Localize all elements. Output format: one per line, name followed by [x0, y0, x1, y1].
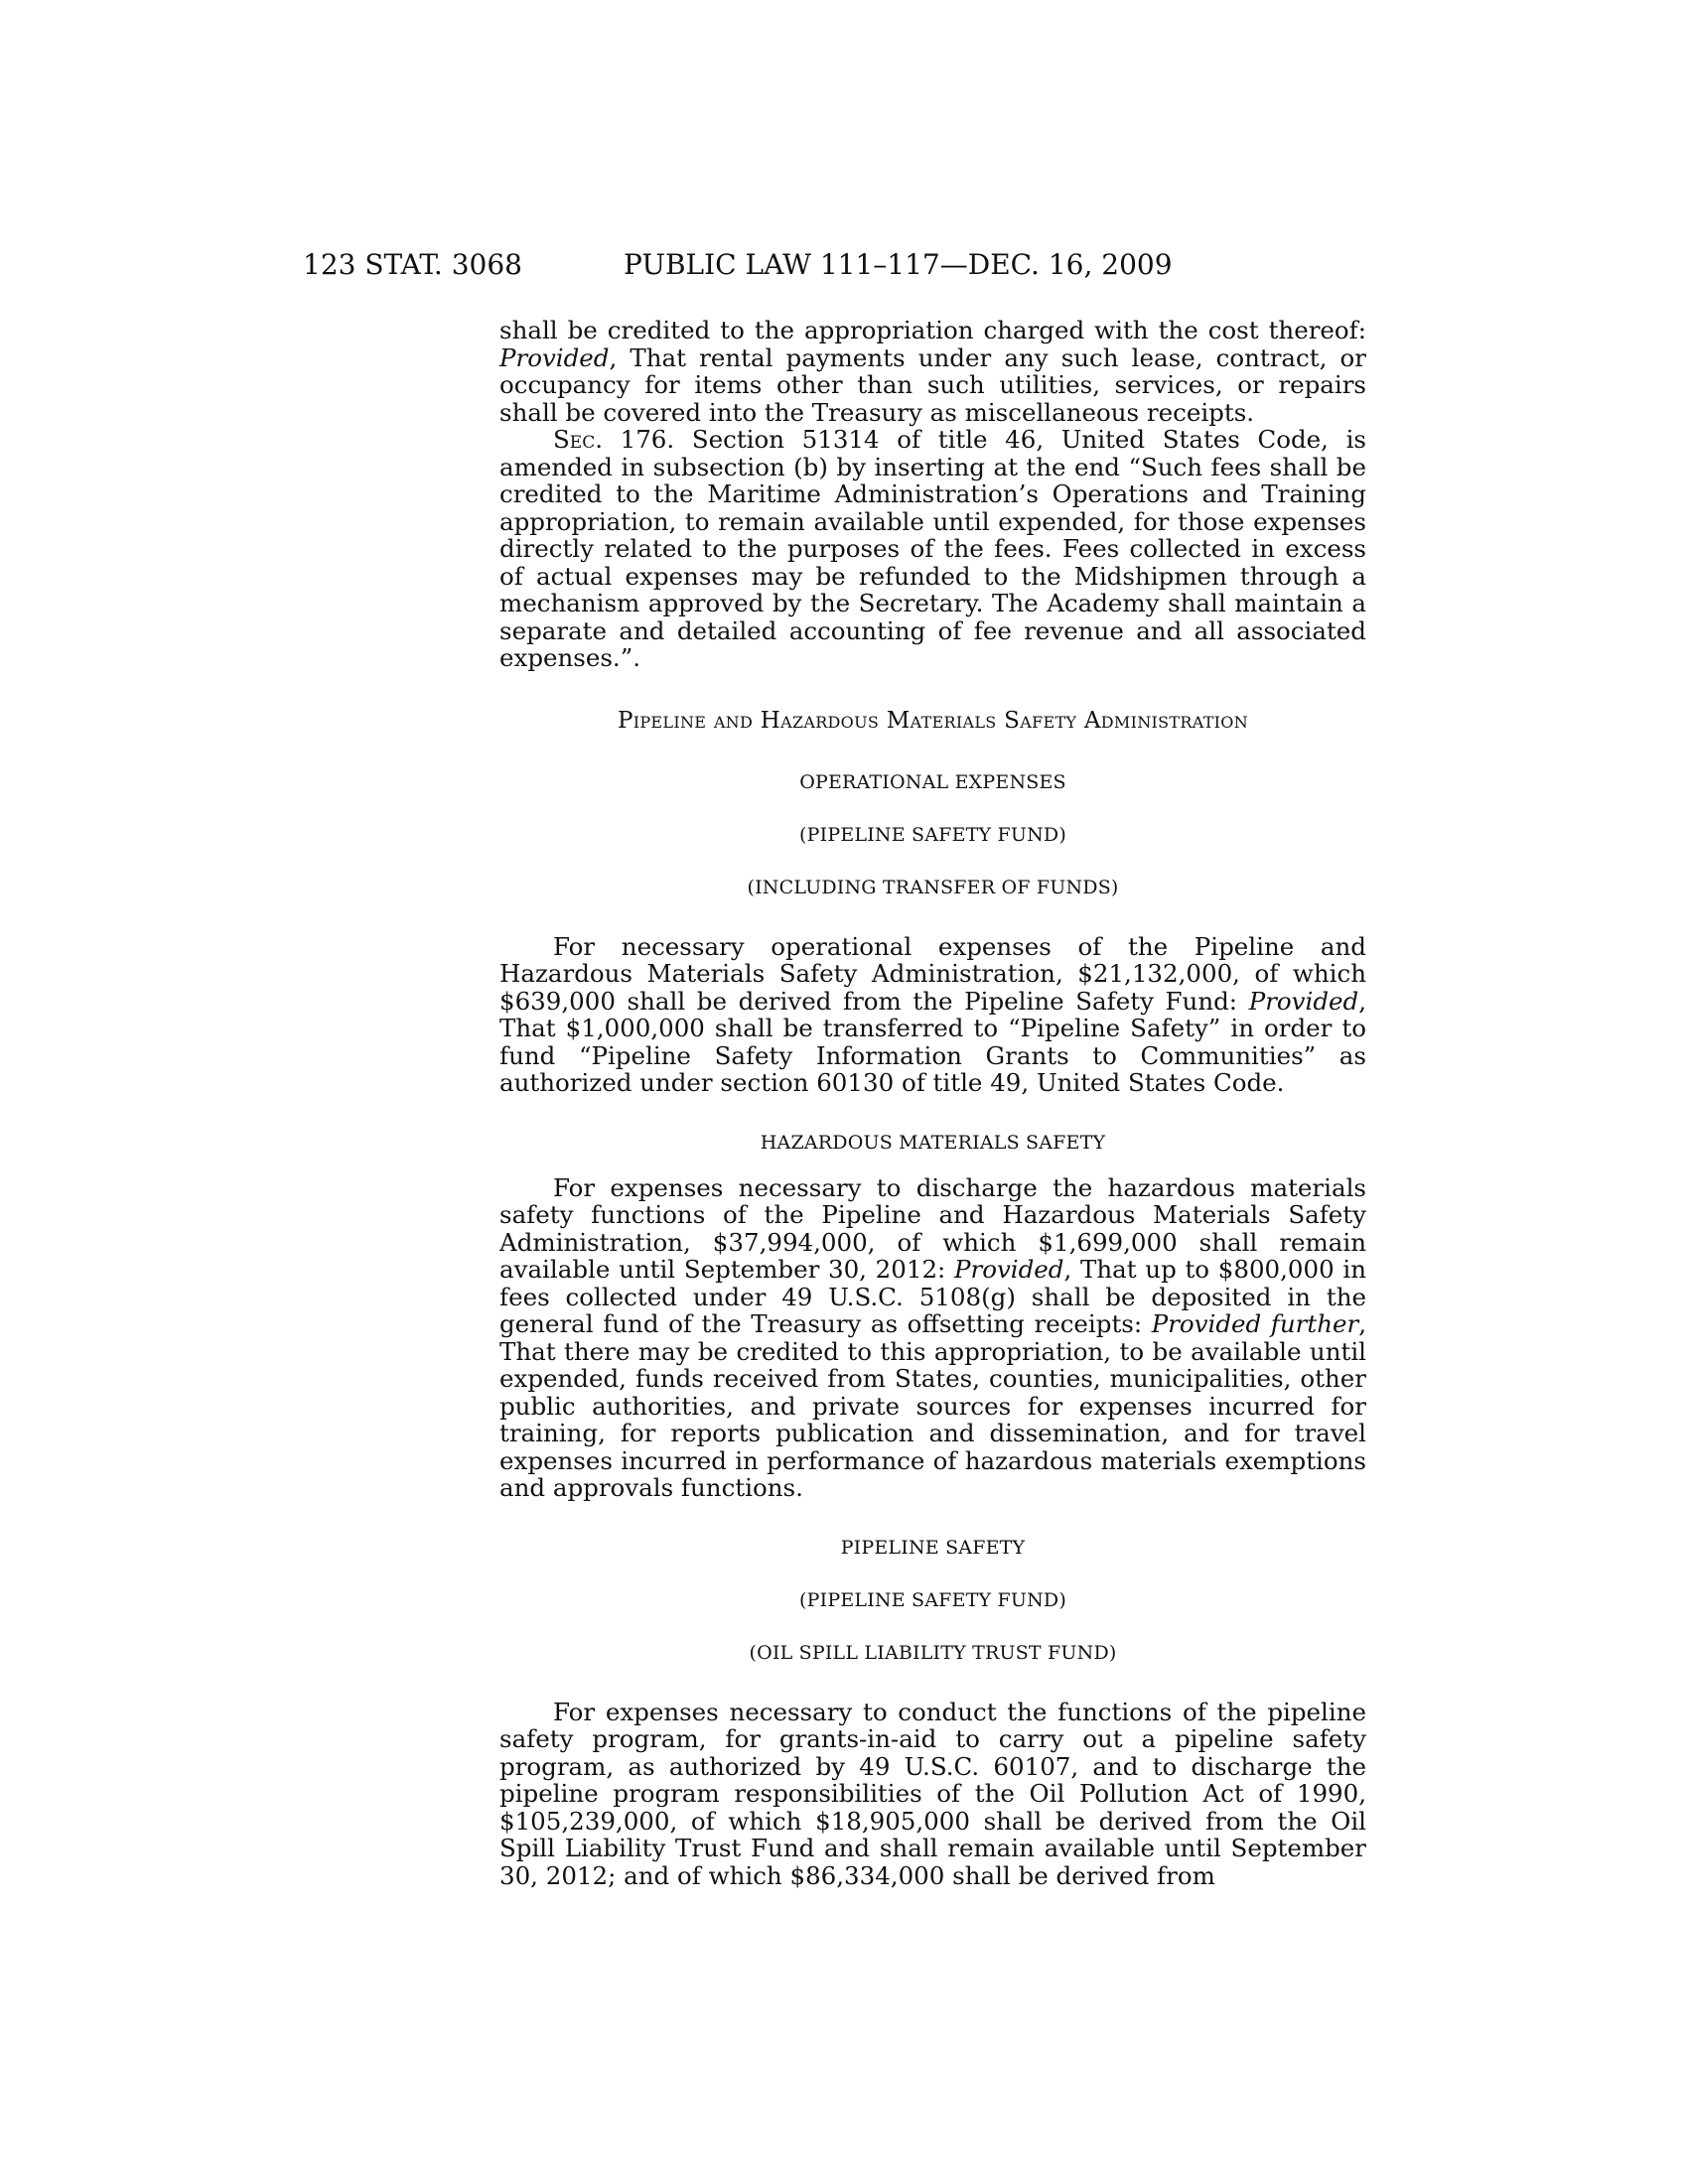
- proviso-italic: Provided: [954, 1255, 1064, 1284]
- public-law-heading: PUBLIC LAW 111–117—DEC. 16, 2009: [624, 248, 1173, 281]
- continued-text-rest: , That rental payments under any such lease, contract, or occupancy for items other than such utilities, services, or repairs shall be covered into the Treasury as miscellaneous receipts.: [499, 342, 1366, 427]
- hazmat-text: For expenses necessary to discharge the hazardous materials safety functions of the Pipeline and Hazardous Materials Safety Administration, $37,994,000, of which $1,699,000 shall remain available until September 30, 2012:: [499, 1172, 1366, 1284]
- hazmat-text-middle: , That up to $800,000 in fees collected under 49 U.S.C. 5108(g) shall be deposited in the general fund of the Treasury as offsetting receipts:: [499, 1255, 1366, 1338]
- hazardous-materials-safety-heading: HAZARDOUS MATERIALS SAFETY: [760, 1131, 1106, 1154]
- section-176-paragraph: [499, 426, 1366, 672]
- running-header: [0, 248, 1688, 288]
- oil-spill-trust-fund-subheading: (OIL SPILL LIABILITY TRUST FUND): [749, 1641, 1117, 1664]
- pipeline-safety-fund-subheading-2: (PIPELINE SAFETY FUND): [799, 1588, 1066, 1611]
- continued-paragraph: [499, 317, 1366, 426]
- operational-expenses-heading: OPERATIONAL EXPENSES: [799, 770, 1066, 793]
- agency-heading: Pipeline and Hazardous Materials Safety Administration: [617, 707, 1249, 734]
- section-176-text: Section 51314 of title 46, United States Code, is amended in subsection (b) by inserting at the end “Such fees shall be credited to the Maritime Administration’s Operations and Training appropriation, to remain available until expended, for those expenses directly related to the purposes of the fees. Fees collected in excess of actual expenses may be refunded to the Midshipmen through a mechanism approved by the Secretary. The Academy shall maintain a separate and detailed accounting of fee revenue and all associated expenses.”.: [499, 425, 1367, 672]
- page-body: [499, 317, 1366, 1889]
- operational-expenses-paragraph: [499, 933, 1366, 1097]
- hazardous-materials-paragraph: [499, 1174, 1366, 1502]
- pipeline-safety-paragraph: For expenses necessary to conduct the functions of the pipeline safety program, for grants-in-aid to carry out a pipeline safety program, as authorized by 49 U.S.C. 60107, and to discharge the pipeline program responsibilities of the Oil Pollution Act of 1990, $105,239,000, of which $18,905,000 shall be derived from the Oil Spill Liability Trust Fund and shall remain available until September 30, 2012; and of which $86,334,000 shall be derived from: [499, 1697, 1366, 1890]
- statute-page-reference: 123 STAT. 3068: [303, 248, 522, 281]
- proviso-italic: Provided: [1248, 986, 1359, 1016]
- pipeline-safety-fund-subheading: (PIPELINE SAFETY FUND): [799, 823, 1066, 846]
- pipeline-safety-heading: PIPELINE SAFETY: [840, 1536, 1026, 1559]
- continued-text: shall be credited to the appropriation charged with the cost thereof:: [499, 316, 1366, 344]
- operational-text: For necessary operational expenses of the Pipeline and Hazardous Materials Safety Administration, $21,132,000, of which $639,000 shall be derived from the Pipeline Safety Fund:: [499, 931, 1366, 1016]
- operational-text-rest: , That $1,000,000 shall be transferred to “Pipeline Safety” in order to fund “Pipeline Safety Information Grants to Communities” as authorized under section 60130 of title 49, United States Code.: [499, 986, 1366, 1097]
- proviso-italic: Provided: [499, 342, 610, 372]
- transfer-of-funds-subheading: (INCLUDING TRANSFER OF FUNDS): [747, 876, 1119, 898]
- hazmat-text-rest: , That there may be credited to this appropriation, to be available until expended, funds received from States, counties, municipalities, other public authorities, and private sources for expenses incurred for training, for reports publication and dissemination, and for travel expenses incurred in performance of hazardous materials exemptions and approvals functions.: [499, 1309, 1366, 1502]
- section-label: Sec. 176.: [553, 425, 675, 454]
- proviso-further-italic: Provided further: [1151, 1309, 1359, 1338]
